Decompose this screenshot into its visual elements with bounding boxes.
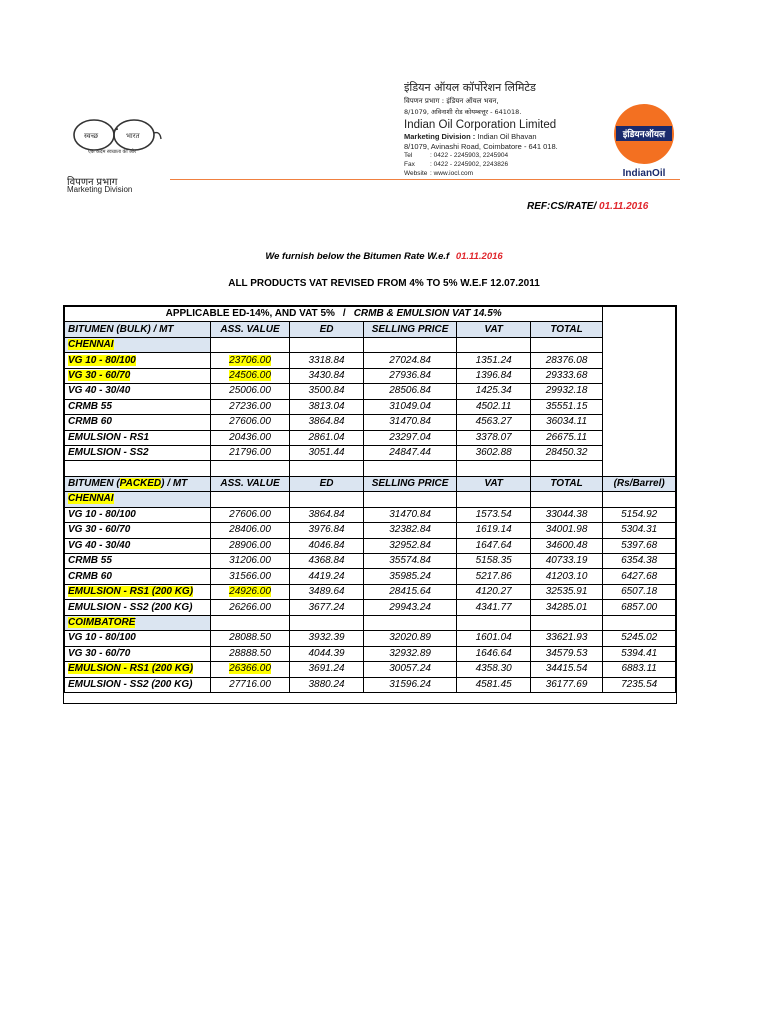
barrel-price-value: 7235.54	[603, 677, 676, 692]
vat-value: 4120.27	[457, 584, 530, 599]
banner-sep: /	[342, 308, 346, 320]
total-value: 28450.32	[530, 445, 602, 460]
ass-value: 28906.00	[210, 538, 290, 553]
ed-value: 4419.24	[290, 569, 363, 584]
selling-price-value: 32382.84	[363, 523, 457, 538]
vat-value: 5217.86	[457, 569, 530, 584]
packed-vat-header: VAT	[457, 476, 530, 491]
intro-text: We furnish below the Bitumen Rate W.e.f	[265, 251, 450, 262]
table-row	[65, 430, 676, 445]
total-value: 32535.91	[530, 584, 602, 599]
ed-value: 3500.84	[290, 384, 363, 399]
packed-city-row	[65, 615, 676, 630]
product-name	[65, 353, 211, 368]
address-line: 8/1079, Avinashi Road, Coimbatore - 641 018.	[404, 142, 558, 151]
packed-header-highlight: PACKED	[119, 478, 162, 490]
ass-value-text: 26366.00	[229, 663, 271, 675]
packed-city-label	[65, 492, 211, 507]
packed-ass-value-header: ASS. VALUE	[210, 476, 290, 491]
barrel-price-value: 5245.02	[603, 631, 676, 646]
svg-text:भारत: भारत	[126, 132, 140, 140]
company-name-hindi: इंडियन ऑयल कॉर्पोरेशन लिमिटेड	[404, 81, 536, 94]
product-name: CRMB 55	[65, 554, 211, 569]
website-label: Website	[404, 170, 428, 177]
intro-line	[0, 251, 768, 262]
bulk-city-blank	[290, 337, 363, 352]
division-value: Indian Oil Bhavan	[477, 132, 537, 141]
spacer-cell	[290, 461, 363, 476]
packed-city-row	[65, 492, 676, 507]
packed-header-post: ) / MT	[161, 478, 188, 490]
barrel-price-value: 6857.00	[603, 600, 676, 615]
selling-price-value: 27936.84	[363, 368, 457, 383]
ass-value: 27606.00	[210, 507, 290, 522]
table-row	[65, 569, 676, 584]
bulk-city-name: CHENNAI	[68, 339, 114, 351]
total-value: 36177.69	[530, 677, 602, 692]
bulk-vat-header: VAT	[457, 322, 530, 337]
selling-price-value: 28415.64	[363, 584, 457, 599]
table-row	[65, 523, 676, 538]
product-name-text: VG 10 - 80/100	[68, 354, 136, 366]
spacer-cell	[65, 461, 211, 476]
vat-value: 4341.77	[457, 600, 530, 615]
ed-value: 3489.64	[290, 584, 363, 599]
bulk-ed-header: ED	[290, 322, 363, 337]
selling-price-value: 31596.24	[363, 677, 457, 692]
bulk-selling-price-header: SELLING PRICE	[363, 322, 457, 337]
tel-value: : 0422 - 2245903, 2245904	[430, 152, 509, 159]
product-name: VG 10 - 80/100	[65, 631, 211, 646]
vat-value: 1425.34	[457, 384, 530, 399]
barrel-price-value: 6883.11	[603, 662, 676, 677]
selling-price-value: 29943.24	[363, 600, 457, 615]
ass-value: 28406.00	[210, 523, 290, 538]
selling-price-value: 35574.84	[363, 554, 457, 569]
bitumen-rate-table	[63, 305, 677, 704]
packed-city-blank	[363, 615, 457, 630]
packed-city-name: CHENNAI	[68, 493, 114, 505]
packed-selling-price-header: SELLING PRICE	[363, 476, 457, 491]
packed-city-name: COIMBATORE	[68, 616, 136, 628]
total-value: 34285.01	[530, 600, 602, 615]
vat-value: 1601.04	[457, 631, 530, 646]
banner-right: CRMB & EMULSION VAT 14.5%	[353, 308, 502, 320]
ass-value: 31566.00	[210, 569, 290, 584]
packed-city-blank	[530, 492, 602, 507]
selling-price-value: 23297.04	[363, 430, 457, 445]
ass-value: 27716.00	[210, 677, 290, 692]
table-row	[65, 662, 676, 677]
ass-value: 27606.00	[210, 415, 290, 430]
table-row	[65, 507, 676, 522]
division-label: Marketing Division :	[404, 132, 476, 141]
total-value: 29333.68	[530, 368, 602, 383]
indianoil-emblem-icon	[612, 102, 676, 166]
packed-header-pre: BITUMEN (	[68, 478, 120, 490]
indianoil-logo	[612, 102, 676, 179]
spacer-row	[65, 461, 676, 476]
product-name: CRMB 55	[65, 399, 211, 414]
ass-value: 25006.00	[210, 384, 290, 399]
swachh-caption: एक कदम स्वच्छता की ओर	[88, 149, 137, 155]
vat-value: 1573.54	[457, 507, 530, 522]
selling-price-value: 32932.89	[363, 646, 457, 661]
ed-value: 2861.04	[290, 430, 363, 445]
product-name-text: VG 30 - 60/70	[68, 369, 131, 381]
table-row	[65, 631, 676, 646]
table-row	[65, 415, 676, 430]
total-value: 26675.11	[530, 430, 602, 445]
vat-value: 3378.07	[457, 430, 530, 445]
total-value: 40733.19	[530, 554, 602, 569]
product-name: EMULSION - SS2	[65, 445, 211, 460]
ass-value: 31206.00	[210, 554, 290, 569]
packed-city-blank	[363, 492, 457, 507]
product-name	[65, 368, 211, 383]
ed-value: 3932.39	[290, 631, 363, 646]
packed-city-blank	[210, 492, 290, 507]
ass-value: 28088.50	[210, 631, 290, 646]
product-name-text: EMULSION - RS1 (200 KG)	[68, 586, 194, 598]
table-row	[65, 677, 676, 692]
product-name	[65, 584, 211, 599]
bulk-product-header: BITUMEN (BULK) / MT	[65, 322, 211, 337]
fax-label: Fax	[404, 161, 415, 168]
bulk-city-blank	[210, 337, 290, 352]
selling-price-value: 31470.84	[363, 415, 457, 430]
ed-value: 3691.24	[290, 662, 363, 677]
table-row	[65, 353, 676, 368]
bulk-city-row	[65, 337, 676, 352]
bulk-city-blank	[457, 337, 530, 352]
product-name: VG 40 - 30/40	[65, 538, 211, 553]
table-row	[65, 445, 676, 460]
ed-value: 3430.84	[290, 368, 363, 383]
header-divider	[170, 179, 680, 180]
selling-price-value: 30057.24	[363, 662, 457, 677]
product-name: VG 40 - 30/40	[65, 384, 211, 399]
intro-date: 01.11.2016	[455, 251, 503, 262]
company-address-block	[404, 80, 604, 178]
row-right-blank	[603, 445, 676, 460]
product-name: EMULSION - RS1	[65, 430, 211, 445]
packed-ed-header: ED	[290, 476, 363, 491]
banner-left: APPLICABLE ED-14%, AND VAT 5%	[165, 308, 335, 320]
banner-right-blank	[603, 307, 676, 322]
tel-label: Tel	[404, 152, 413, 159]
ass-value: 20436.00	[210, 430, 290, 445]
vat-value: 3602.88	[457, 445, 530, 460]
selling-price-value: 31049.04	[363, 399, 457, 414]
product-name: VG 10 - 80/100	[65, 507, 211, 522]
total-value: 34579.53	[530, 646, 602, 661]
row-right-blank	[603, 384, 676, 399]
total-value: 36034.11	[530, 415, 602, 430]
row-right-blank	[603, 430, 676, 445]
product-name-text: EMULSION - RS1 (200 KG)	[68, 663, 194, 675]
packed-city-blank	[457, 615, 530, 630]
fax-value: : 0422 - 2245902, 2243826	[430, 161, 509, 168]
total-value: 33621.93	[530, 631, 602, 646]
ed-value: 3880.24	[290, 677, 363, 692]
packed-city-label	[65, 615, 211, 630]
packed-city-right-blank	[603, 615, 676, 630]
barrel-price-value: 5154.92	[603, 507, 676, 522]
ass-value	[210, 662, 290, 677]
table-row	[65, 399, 676, 414]
row-right-blank	[603, 353, 676, 368]
total-value: 34415.54	[530, 662, 602, 677]
vat-value: 1647.64	[457, 538, 530, 553]
ass-value: 28888.50	[210, 646, 290, 661]
vat-value: 4502.11	[457, 399, 530, 414]
ed-value: 3051.44	[290, 445, 363, 460]
selling-price-value: 31470.84	[363, 507, 457, 522]
packed-city-blank	[290, 615, 363, 630]
spacer-cell	[210, 461, 290, 476]
ass-value-text: 24926.00	[229, 586, 271, 598]
company-name: Indian Oil Corporation Limited	[404, 119, 557, 131]
packed-city-blank	[457, 492, 530, 507]
vat-value: 4358.30	[457, 662, 530, 677]
website-line	[404, 170, 604, 178]
rate-grid	[64, 306, 676, 693]
division-address-hindi: विपणन प्रभाग : इंडियन ऑयल भवन,	[404, 97, 499, 105]
division-line	[404, 132, 604, 141]
selling-price-value: 28506.84	[363, 384, 457, 399]
spectacles-icon	[62, 105, 162, 165]
product-name: EMULSION - SS2 (200 KG)	[65, 600, 211, 615]
table-row	[65, 600, 676, 615]
vat-value: 1396.84	[457, 368, 530, 383]
selling-price-value: 24847.44	[363, 445, 457, 460]
bulk-total-header: TOTAL	[530, 322, 602, 337]
table-row	[65, 368, 676, 383]
ed-value: 3864.84	[290, 507, 363, 522]
ass-value	[210, 353, 290, 368]
ed-value: 4046.84	[290, 538, 363, 553]
packed-city-right-blank	[603, 492, 676, 507]
total-value: 35551.15	[530, 399, 602, 414]
ed-value: 3318.84	[290, 353, 363, 368]
reference-label: REF:CS/RATE/	[527, 201, 597, 212]
total-value: 34001.98	[530, 523, 602, 538]
fax-line	[404, 161, 604, 169]
product-name: VG 30 - 60/70	[65, 523, 211, 538]
ass-value-text: 24506.00	[229, 369, 271, 381]
vat-value: 1619.14	[457, 523, 530, 538]
bulk-city-right-blank	[603, 337, 676, 352]
spacer-cell	[363, 461, 457, 476]
division-english: Marketing Division	[67, 185, 133, 194]
table-row	[65, 538, 676, 553]
selling-price-value: 35985.24	[363, 569, 457, 584]
vat-value: 1351.24	[457, 353, 530, 368]
spacer-cell	[603, 461, 676, 476]
vat-value: 4581.45	[457, 677, 530, 692]
row-right-blank	[603, 415, 676, 430]
barrel-price-value: 5397.68	[603, 538, 676, 553]
packed-city-blank	[530, 615, 602, 630]
bulk-city-blank	[363, 337, 457, 352]
packed-city-blank	[210, 615, 290, 630]
packed-city-blank	[290, 492, 363, 507]
selling-price-value: 27024.84	[363, 353, 457, 368]
total-value: 28376.08	[530, 353, 602, 368]
packed-product-header	[65, 476, 211, 491]
product-name: VG 30 - 60/70	[65, 646, 211, 661]
bulk-city-label	[65, 337, 211, 352]
ed-value: 3677.24	[290, 600, 363, 615]
ed-value: 4044.39	[290, 646, 363, 661]
table-row	[65, 384, 676, 399]
reference-date: 01.11.2016	[599, 201, 649, 212]
total-value: 29932.18	[530, 384, 602, 399]
bulk-ass-value-header: ASS. VALUE	[210, 322, 290, 337]
bulk-header-row	[65, 322, 676, 337]
bulk-header-right-blank	[603, 322, 676, 337]
product-name: CRMB 60	[65, 415, 211, 430]
product-name: CRMB 60	[65, 569, 211, 584]
vat-value: 1646.64	[457, 646, 530, 661]
address-hindi: 8/1079, अविनाशी रोड कोयम्बत्तूर - 641018.	[404, 108, 522, 116]
total-value: 34600.48	[530, 538, 602, 553]
ass-value: 26266.00	[210, 600, 290, 615]
vat-value: 5158.35	[457, 554, 530, 569]
spacer-cell	[457, 461, 530, 476]
table-row	[65, 554, 676, 569]
spacer-cell	[530, 461, 602, 476]
ed-value: 4368.84	[290, 554, 363, 569]
row-right-blank	[603, 399, 676, 414]
ass-value	[210, 368, 290, 383]
table-banner	[65, 307, 603, 322]
svg-text:इंडियनऑयल: इंडियनऑयल	[622, 130, 666, 140]
reference-line	[527, 201, 648, 212]
packed-barrel-header: (Rs/Barrel)	[603, 476, 676, 491]
swachh-bharat-logo	[62, 105, 162, 165]
ed-value: 3864.84	[290, 415, 363, 430]
ed-value: 3813.04	[290, 399, 363, 414]
bulk-city-blank	[530, 337, 602, 352]
ed-value: 3976.84	[290, 523, 363, 538]
product-name	[65, 662, 211, 677]
website-value: : www.iocl.com	[430, 170, 473, 177]
selling-price-value: 32952.84	[363, 538, 457, 553]
total-value: 33044.38	[530, 507, 602, 522]
vat-notice: ALL PRODUCTS VAT REVISED FROM 4% TO 5% W.E.F 12.07.2011	[228, 278, 540, 289]
product-name: EMULSION - SS2 (200 KG)	[65, 677, 211, 692]
packed-total-header: TOTAL	[530, 476, 602, 491]
banner-row	[65, 307, 676, 322]
barrel-price-value: 6507.18	[603, 584, 676, 599]
indianoil-brand-name: IndianOil	[622, 168, 666, 179]
svg-text:स्वच्छ: स्वच्छ	[84, 132, 99, 140]
ass-value-text: 23706.00	[229, 354, 271, 366]
table-row	[65, 584, 676, 599]
barrel-price-value: 5394.41	[603, 646, 676, 661]
barrel-price-value: 5304.31	[603, 523, 676, 538]
vat-value: 4563.27	[457, 415, 530, 430]
ass-value: 27236.00	[210, 399, 290, 414]
barrel-price-value: 6427.68	[603, 569, 676, 584]
barrel-price-value: 6354.38	[603, 554, 676, 569]
packed-header-row	[65, 476, 676, 491]
ass-value	[210, 584, 290, 599]
total-value: 41203.10	[530, 569, 602, 584]
selling-price-value: 32020.89	[363, 631, 457, 646]
division-hindi: विपणन प्रभाग	[67, 177, 118, 188]
row-right-blank	[603, 368, 676, 383]
table-row	[65, 646, 676, 661]
ass-value: 21796.00	[210, 445, 290, 460]
tel-line	[404, 152, 604, 160]
